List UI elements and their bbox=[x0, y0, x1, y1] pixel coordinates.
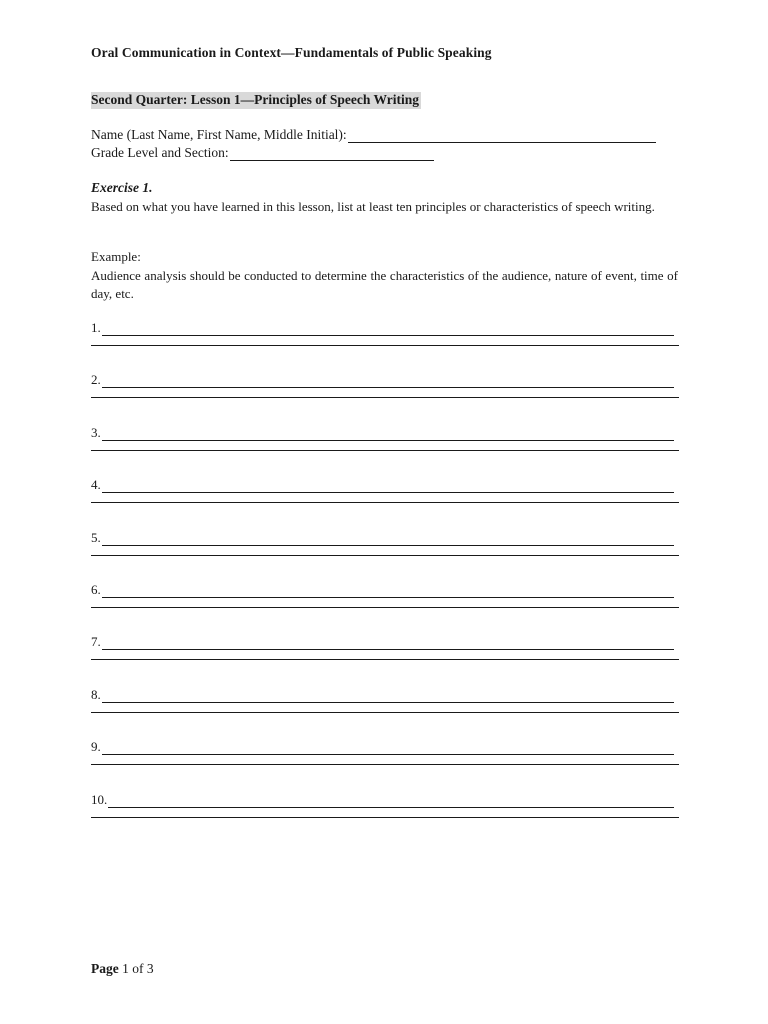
answer-continuation-line[interactable] bbox=[91, 607, 679, 608]
answer-blank[interactable] bbox=[102, 375, 674, 388]
answer-number: 6. bbox=[91, 582, 101, 597]
answer-item[interactable] bbox=[91, 792, 679, 828]
answer-first-line[interactable] bbox=[91, 582, 674, 598]
grade-section-field-label: Grade Level and Section: bbox=[91, 145, 229, 160]
footer-page-number: 1 bbox=[122, 961, 129, 976]
answer-item[interactable] bbox=[91, 634, 679, 670]
footer-page-word: Page bbox=[91, 961, 119, 976]
name-field-label: Name (Last Name, First Name, Middle Initial): bbox=[91, 127, 347, 142]
answer-first-line[interactable] bbox=[91, 372, 674, 388]
answer-item[interactable] bbox=[91, 739, 679, 775]
answer-number: 2. bbox=[91, 372, 101, 388]
answer-item[interactable] bbox=[91, 530, 679, 566]
answer-number: 9. bbox=[91, 739, 101, 755]
answer-blank[interactable] bbox=[102, 323, 674, 336]
answer-first-line[interactable] bbox=[91, 792, 674, 808]
answer-first-line[interactable] bbox=[91, 477, 674, 493]
name-field[interactable] bbox=[91, 127, 656, 143]
answer-blank[interactable] bbox=[108, 795, 674, 808]
answer-continuation-line[interactable] bbox=[91, 397, 679, 398]
exercise-heading: Exercise 1. bbox=[91, 180, 153, 195]
answer-continuation-line[interactable] bbox=[91, 450, 679, 451]
answer-continuation-line[interactable] bbox=[91, 712, 679, 713]
answer-first-line[interactable] bbox=[91, 530, 674, 546]
answer-blank[interactable] bbox=[102, 690, 674, 703]
answer-number: 8. bbox=[91, 686, 101, 702]
answer-blank[interactable] bbox=[102, 637, 674, 650]
answer-continuation-line[interactable] bbox=[91, 764, 679, 765]
answer-continuation-line[interactable] bbox=[91, 817, 679, 818]
answer-number: 10. bbox=[91, 791, 108, 807]
answer-item[interactable] bbox=[91, 477, 679, 513]
grade-section-field[interactable] bbox=[91, 145, 434, 161]
answer-item[interactable] bbox=[91, 425, 679, 461]
answer-continuation-line[interactable] bbox=[91, 502, 679, 503]
answer-item[interactable] bbox=[91, 687, 679, 723]
answer-number: 5. bbox=[91, 529, 101, 545]
example-label: Example: bbox=[91, 249, 141, 264]
answer-number: 1. bbox=[91, 320, 101, 335]
exercise-instructions: Based on what you have learned in this lesson, list at least ten principles or characteristics of speech writing. bbox=[91, 199, 655, 214]
answer-continuation-line[interactable] bbox=[91, 555, 679, 556]
answer-first-line[interactable] bbox=[91, 739, 674, 755]
answer-blank[interactable] bbox=[102, 480, 674, 493]
lesson-title: Second Quarter: Lesson 1—Principles of Speech Writing bbox=[91, 92, 419, 107]
page-footer bbox=[91, 961, 154, 977]
answer-blank[interactable] bbox=[102, 428, 674, 441]
answer-first-line[interactable] bbox=[91, 634, 674, 650]
answer-first-line[interactable] bbox=[91, 687, 674, 703]
answer-first-line[interactable] bbox=[91, 425, 674, 441]
answer-number: 3. bbox=[91, 424, 101, 440]
answer-item[interactable] bbox=[91, 320, 679, 356]
answer-continuation-line[interactable] bbox=[91, 345, 679, 346]
grade-section-field-blank[interactable] bbox=[230, 148, 434, 161]
example-text: Audience analysis should be conducted to determine the characteristics of the audience, nature of event, time of day, etc. bbox=[91, 268, 678, 301]
answer-item[interactable] bbox=[91, 582, 679, 618]
footer-page-total: 3 bbox=[146, 961, 154, 976]
answer-blank[interactable] bbox=[102, 585, 674, 598]
answer-blank[interactable] bbox=[102, 533, 674, 546]
answer-first-line[interactable] bbox=[91, 320, 674, 336]
answer-blank[interactable] bbox=[102, 742, 674, 755]
answer-continuation-line[interactable] bbox=[91, 659, 679, 660]
footer-of-word: of bbox=[132, 961, 144, 976]
course-title: Oral Communication in Context—Fundamentals of Public Speaking bbox=[91, 45, 492, 60]
name-field-blank[interactable] bbox=[348, 130, 656, 143]
answer-number: 4. bbox=[91, 477, 101, 493]
answer-number: 7. bbox=[91, 634, 101, 650]
answer-item[interactable] bbox=[91, 372, 679, 408]
